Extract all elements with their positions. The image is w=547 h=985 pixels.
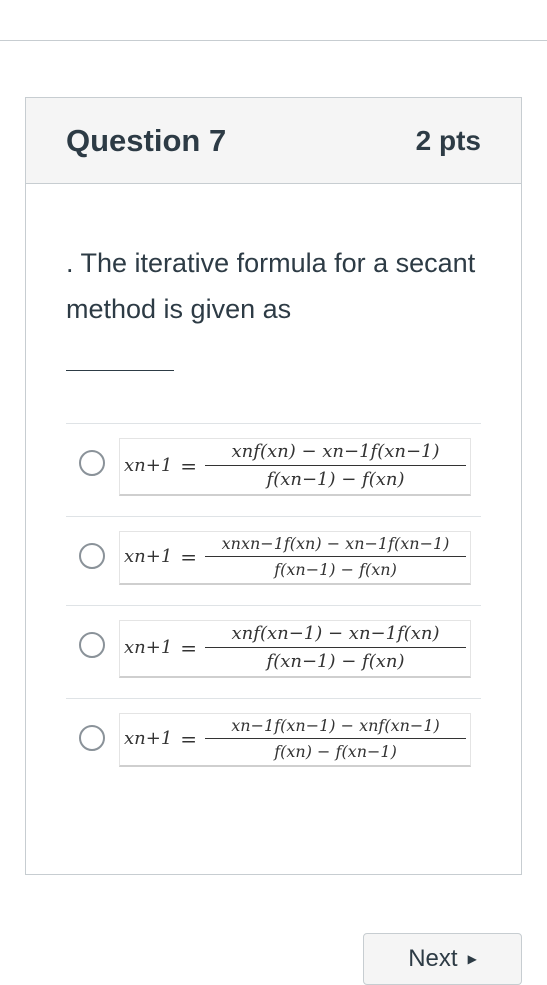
- formula-fraction: [205, 623, 466, 672]
- formula-lhs: xn+1: [124, 728, 173, 749]
- triangle-right-icon: ▶: [467, 952, 477, 966]
- formula-lhs: xn+1: [124, 455, 173, 476]
- answer-blank: [66, 370, 174, 371]
- question-title: Question 7: [66, 122, 227, 158]
- formula-lhs: xn+1: [124, 637, 173, 658]
- formula-denominator: f(xn−1) − f(xn): [274, 560, 397, 579]
- formula-fraction: [205, 716, 466, 761]
- question-card: [25, 97, 522, 875]
- question-header: [26, 98, 521, 184]
- formula-image: [119, 713, 471, 767]
- next-button[interactable]: [363, 933, 522, 985]
- formula-numerator: xnf(xn) − xn−1f(xn−1): [231, 441, 440, 462]
- formula-fraction: [205, 534, 466, 579]
- question-points: 2 pts: [415, 124, 481, 156]
- formula-equals: =: [180, 544, 198, 569]
- answer-option-3[interactable]: [66, 605, 481, 698]
- radio-button[interactable]: [79, 725, 105, 751]
- radio-button[interactable]: [79, 632, 105, 658]
- formula-image: [119, 620, 471, 678]
- formula-denominator: f(xn) − f(xn−1): [274, 742, 397, 761]
- formula-numerator: xnxn−1f(xn) − xn−1f(xn−1): [221, 534, 450, 553]
- answer-list: [66, 423, 481, 787]
- formula-image: [119, 438, 471, 496]
- radio-button[interactable]: [79, 543, 105, 569]
- formula-equals: =: [180, 453, 198, 478]
- top-divider: [0, 40, 547, 41]
- formula-image: [119, 531, 471, 585]
- formula-equals: =: [180, 726, 198, 751]
- formula-numerator: xn−1f(xn−1) − xnf(xn−1): [231, 716, 440, 735]
- answer-option-4[interactable]: [66, 698, 481, 787]
- radio-button[interactable]: [79, 450, 105, 476]
- answer-option-2[interactable]: [66, 516, 481, 605]
- formula-denominator: f(xn−1) − f(xn): [266, 469, 405, 490]
- formula-numerator: xnf(xn−1) − xn−1f(xn): [231, 623, 440, 644]
- formula-denominator: f(xn−1) − f(xn): [266, 651, 405, 672]
- answer-option-1[interactable]: [66, 423, 481, 516]
- formula-lhs: xn+1: [124, 546, 173, 567]
- question-body: [26, 184, 521, 787]
- next-button-label: Next: [408, 945, 458, 972]
- question-text: . The iterative formula for a secant method is given as: [66, 248, 476, 324]
- formula-equals: =: [180, 635, 198, 660]
- formula-fraction: [205, 441, 466, 490]
